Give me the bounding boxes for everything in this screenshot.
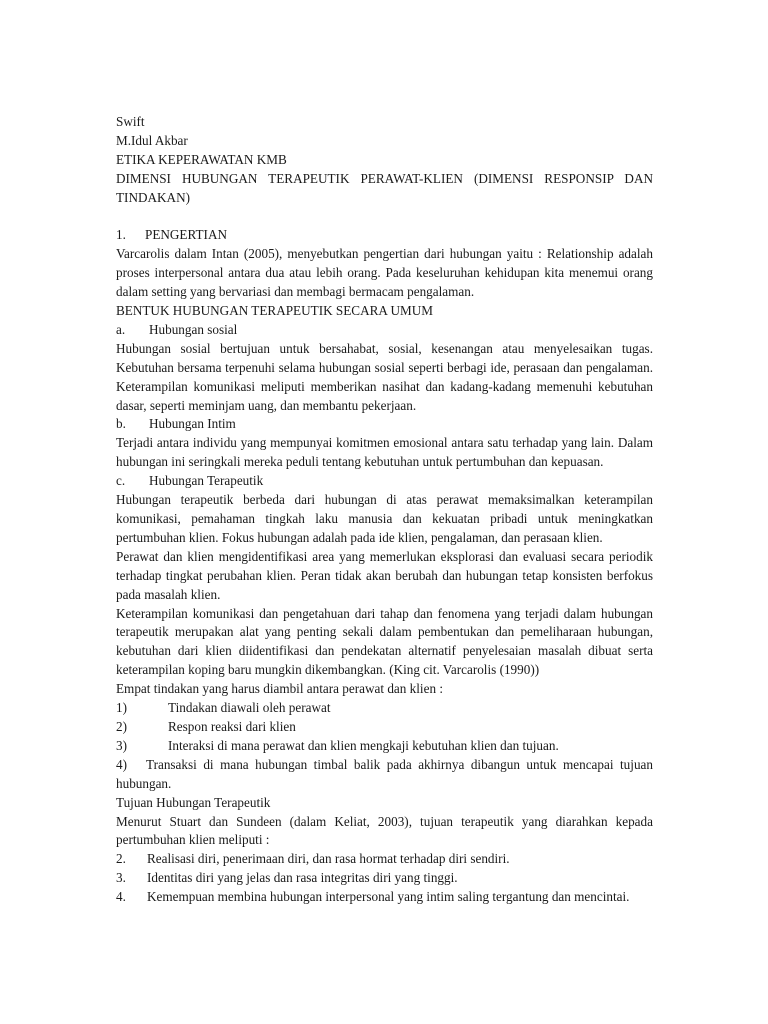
- section-heading-pengertian: [116, 226, 653, 245]
- goal-text: Realisasi diri, penerimaan diri, dan rasa hormat terhadap diri sendiri.: [147, 851, 510, 867]
- subheading-hubungan-sosial: [116, 321, 653, 340]
- goals-heading: Tujuan Hubungan Terapeutik: [116, 794, 271, 810]
- section-heading-text: PENGERTIAN: [145, 227, 227, 243]
- subheading-text: Hubungan sosial: [149, 321, 238, 337]
- goal-item: [116, 869, 653, 888]
- document-body: [116, 113, 653, 907]
- section-heading-bentuk: BENTUK HUBUNGAN TERAPEUTIK SECARA UMUM: [116, 303, 434, 319]
- step-text: Tindakan diawali oleh perawat: [168, 700, 331, 716]
- paragraph-terapeutik-1: Hubungan terapeutik berbeda dari hubungan di atas perawat memaksimalkan keterampilan komunikasi, pemahaman tingkah laku manusia dan kekuatan pribadi untuk meningkatkan pertumbuhan klien. Fokus hubungan adalah pada ide klien, pengalaman, dan perasaan klien.: [116, 492, 653, 545]
- goal-item: [116, 888, 653, 907]
- blank-line: [116, 208, 653, 227]
- step-marker: 4): [116, 756, 127, 772]
- list-marker: c.: [116, 473, 126, 489]
- paragraph-terapeutik-3: Keterampilan komunikasi dan pengetahuan dari tahap dan fenomena yang terjadi dalam hubungan terapeutik merupakan alat yang penting sekali dalam pembentukan dan pemeliharaan hubungan, kebutuhan dari klien diidentifikasi dan pendekatan alternatif penyelesaian masalah dibuat serta keterampilan koping baru mungkin dikembangkan. (King cit. Varcarolis (1990)): [116, 605, 653, 678]
- step-text: Transaksi di mana hubungan timbal balik pada akhirnya dibangun untuk mencapai tujuan hubungan.: [116, 756, 653, 791]
- goal-marker: 4.: [116, 889, 126, 905]
- subheading-text: Hubungan Intim: [149, 416, 236, 432]
- paragraph-terapeutik-2: Perawat dan klien mengidentifikasi area yang memerlukan eksplorasi dan evaluasi secara periodik terhadap tingkat perubahan klien. Peran tidak akan berubah dan hubungan tetap konsisten berfokus pada masalah klien.: [116, 548, 653, 602]
- header-line-swift: Swift: [116, 114, 145, 129]
- steps-intro: Empat tindakan yang harus diambil antara perawat dan klien :: [116, 681, 444, 697]
- goal-marker: 2.: [116, 851, 126, 867]
- header-author: M.Idul Akbar: [116, 132, 188, 148]
- goal-text: Kemempuan membina hubungan interpersonal yang intim saling tergantung dan mencintai.: [147, 889, 630, 905]
- paragraph-hubungan-sosial: Hubungan sosial bertujuan untuk bersahabat, sosial, kesenangan atau menyelesaikan tugas. Kebutuhan bersama terpenuhi selama hubungan sosial seperti berbagi ide, perasaan dan pengalaman. Keterampilan komunikasi meliputi memberikan nasihat dan kadang-kadang memenuhi kebutuhan dasar, seperti meminjam uang, dan membantu pekerjaan.: [116, 340, 653, 413]
- list-marker: a.: [116, 321, 126, 337]
- section-marker: 1.: [116, 227, 126, 243]
- step-marker: 2): [116, 718, 127, 734]
- step-item: [116, 699, 653, 718]
- subheading-hubungan-terapeutik: [116, 472, 653, 491]
- step-marker: 3): [116, 737, 127, 753]
- list-marker: b.: [116, 416, 126, 432]
- step-item: [116, 737, 653, 756]
- goal-item: [116, 850, 653, 869]
- goal-text: Identitas diri yang jelas dan rasa integritas diri yang tinggi.: [147, 870, 458, 886]
- step-item-wrapped: [116, 756, 653, 794]
- paragraph-pengertian: Varcarolis dalam Intan (2005), menyebutkan pengertian dari hubungan yaitu : Relationship adalah proses interpersonal antara dua atau lebih orang. Pada keseluruhan kehidupan kita menemui orang dalam setting yang bervariasi dan membagi bermacam pengalaman.: [116, 246, 653, 300]
- step-marker: 1): [116, 700, 127, 716]
- subheading-hubungan-intim: [116, 415, 653, 434]
- header-course: ETIKA KEPERAWATAN KMB: [116, 151, 287, 167]
- step-text: Interaksi di mana perawat dan klien mengkaji kebutuhan klien dan tujuan.: [168, 737, 559, 753]
- step-item: [116, 718, 653, 737]
- goals-intro: Menurut Stuart dan Sundeen (dalam Keliat, 2003), tujuan terapeutik yang diarahkan kepada pertumbuhan klien meliputi :: [116, 813, 653, 848]
- step-text: Respon reaksi dari klien: [168, 718, 296, 734]
- paragraph-hubungan-intim: Terjadi antara individu yang mempunyai komitmen emosional antara satu terhadap yang lain. Dalam hubungan ini seringkali mereka peduli tentang kebutuhan untuk pertumbuhan dan kepuasan.: [116, 435, 653, 470]
- subheading-text: Hubungan Terapeutik: [149, 473, 264, 489]
- goal-marker: 3.: [116, 870, 126, 886]
- document-title: DIMENSI HUBUNGAN TERAPEUTIK PERAWAT-KLIEN (DIMENSI RESPONSIP DAN TINDAKAN): [116, 170, 653, 205]
